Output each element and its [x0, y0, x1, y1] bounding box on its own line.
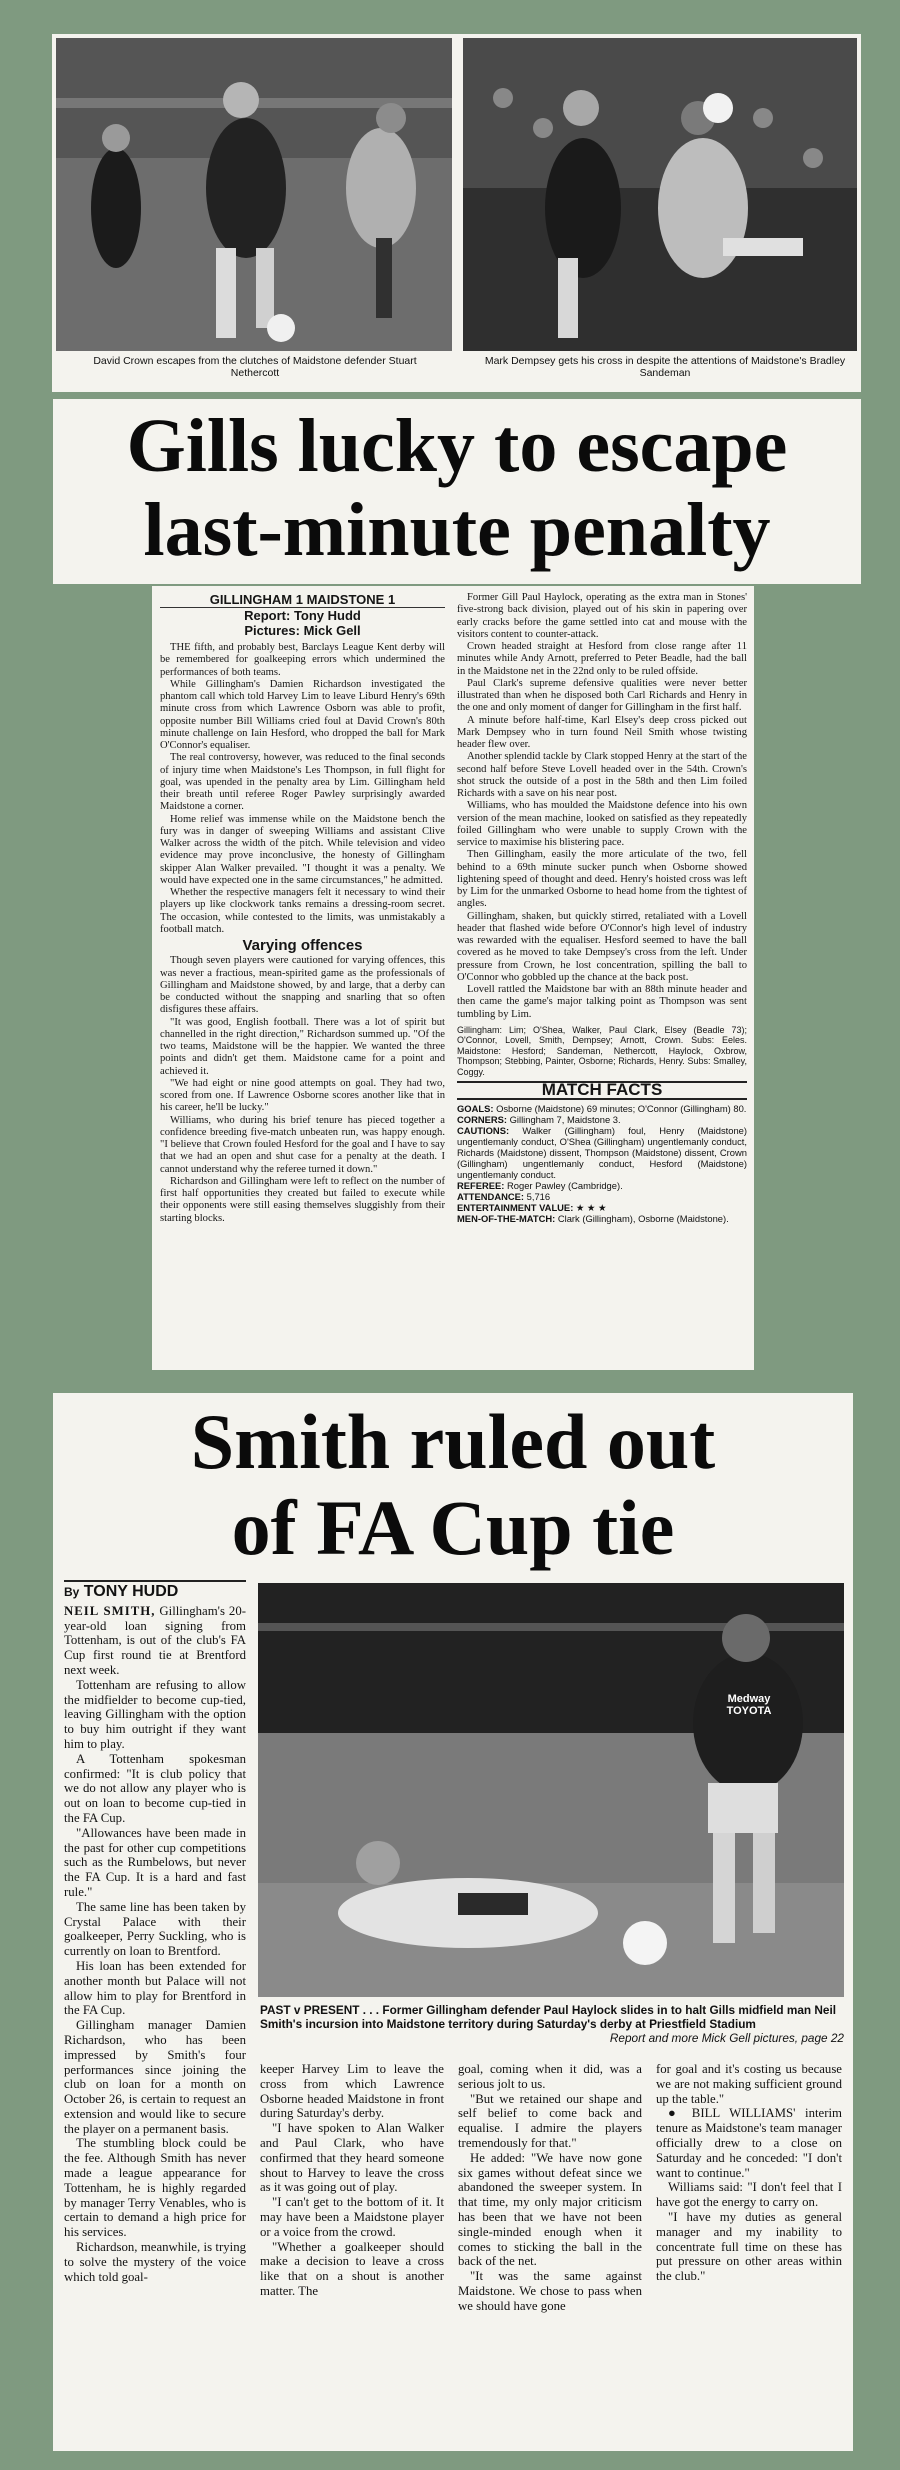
photo-caption-ref: Report and more Mick Gell pictures, page 22	[609, 2031, 844, 2045]
article2-col3	[458, 2062, 642, 2314]
match-facts	[457, 1103, 747, 1224]
byline-name: TONY HUDD	[83, 1583, 179, 1600]
a2-para: "Whether a goalkeeper should make a decision to leave a cross like that on a shout is another matter. The	[260, 2239, 444, 2298]
result-line: GILLINGHAM 1 MAIDSTONE 1	[160, 592, 445, 608]
a1-para: Williams, who has moulded the Maidstone defence into his own version of the mean machine, looked on satisfied as they repeatedly foiled Gillingham who were unable to supply Crown with the service to maximise his blistering pace.	[457, 800, 747, 848]
article1-col1	[160, 592, 445, 1225]
a1-para: Home relief was immense while on the Maidstone bench the fury was in danger of sweeping Williams and assistant Clive Walker across the width of the pitch. While television and video evidence may prove inconclusive, the honesty of Gillingham skipper Alan Walker prevailed. "I thought it was a penalty. We would have expected one in the same circumstances," he admitted.	[160, 813, 445, 886]
lead-name: NEIL SMITH,	[64, 1603, 156, 1618]
team-lineups: Gillingham: Lim; O'Shea, Walker, Paul Clark, Elsey (Beadle 73); O'Connor, Lovell, Smith, Dempsey; Arnott, Crown. Subs: Eeles. Maidstone: Hesford; Sandeman, Nethercott, Haylock, Oxbrow, Thompson; Stebbing, Painter, Osborne; Richards, Henry. Subs: Smalley, Coggy.	[457, 1024, 747, 1077]
a2-para: for goal and it's costing us because we are not making sufficient ground up the table."	[656, 2062, 842, 2106]
a2-para: goal, coming when it did, was a serious jolt to us.	[458, 2062, 642, 2091]
a1-para: Paul Clark's supreme defensive qualities were never better illustrated than when he disposed both Carl Richards and Henry in the one and only moment of danger for Gillingham in the first half.	[457, 677, 747, 714]
fact-corners: CORNERS: Gillingham 7, Maidstone 3.	[457, 1113, 621, 1125]
subhead-varying-offences: Varying offences	[242, 937, 363, 954]
a2-para: "I have my duties as general manager and my inability to concentrate full time on these has put pressure on other areas within the club."	[656, 2209, 842, 2284]
pictures-credit: Pictures: Mick Gell	[244, 623, 361, 638]
caption-right: Mark Dempsey gets his cross in despite the attentions of Maidstone's Bradley Sandeman	[484, 355, 846, 379]
match-facts-title: MATCH FACTS	[457, 1081, 747, 1099]
photo-crown-escapes	[56, 38, 452, 351]
headline1-line1: Gills lucky to escape	[126, 404, 788, 488]
a1-para: "We had eight or nine good attempts on goal. They had two, scored from one. If Lawrence Osborne scores another like that in his career, he'll be lucky."	[160, 1077, 445, 1114]
shirt-sponsor: Medway TOYOTA	[726, 1693, 772, 1717]
article2-col1	[64, 1580, 246, 2284]
a1-para: Whether the respective managers felt it necessary to wind their players up like clockwork tanks remains a dressing-room secret. The occasion, while contested to the limits, was unmistakably a football match.	[160, 887, 445, 935]
a1-para: While Gillingham's Damien Richardson investigated the phantom call which told Harvey Lim to leave Liburd Henry's 69th minute cross from which Lawrence Osborn was able to profit, opposite number Bill Williams cried foul at David Crown's 80th minute challenge on Iain Hesford, who dropped the ball for Mark O'Connor's equaliser.	[160, 678, 445, 751]
a2-para: The same line has been taken by Crystal Palace with their goalkeeper, Perry Suckling, who is currently on loan to Brentford.	[64, 1899, 246, 1959]
a1-para: Former Gill Paul Haylock, operating as the extra man in Stones' five-strong back division, played out of his skin in papering over early cracks before the game settled into cat and mouse with the visitors content to counter-attack.	[457, 592, 747, 640]
headline2-line2: of FA Cup tie	[231, 1484, 675, 1571]
a2-para: His loan has been extended for another month but Palace will not allow him to play for Brentford in the FA Cup.	[64, 1958, 246, 2018]
a2-para: He added: "We have now gone six games without defeat since we abandoned the sweeper system. In that time, my only major criticism has been that we have not been single-minded enough when it comes to sticking the ball in the back of the net.	[458, 2150, 642, 2269]
photo-caption-lead: PAST v PRESENT . . .	[260, 2003, 380, 2017]
article1-col2	[457, 592, 747, 1224]
fact-cautions: CAUTIONS: Walker (Gillingham) foul, Henry (Maidstone) ungentlemanly conduct, O'Shea (Gillingham) ungentlemanly conduct, Richards (Maidstone) dissent, Thompson (Maidstone) dissent, Crown (Gillingham) ungentlemanly conduct, Hesford (Maidstone) ungentlemanly conduct.	[457, 1124, 747, 1180]
byline: By TONY HUDD	[64, 1580, 246, 1600]
a1-para: Another splendid tackle by Clark stopped Henry at the start of the second half before Steve Lovell headed over in the 54th. Crown's shot struck the outside of a post in the 58th and then Lim foiled Richards with a save on his near post.	[457, 751, 747, 799]
caption-left: David Crown escapes from the clutches of Maidstone defender Stuart Nethercott	[93, 355, 417, 379]
a2-para: A Tottenham spokesman confirmed: "It is club policy that we do not allow any player who is out on loan to become cup-tied in the FA Cup.	[64, 1751, 246, 1825]
a2-para: keeper Harvey Lim to leave the cross from which Lawrence Osborne headed Maidstone in front during Saturday's derby.	[260, 2062, 444, 2121]
photo-haylock-tackle	[258, 1583, 844, 1997]
fact-goals: GOALS: Osborne (Maidstone) 69 minutes; O'Connor (Gillingham) 80.	[457, 1102, 747, 1114]
a2-lead	[64, 1604, 246, 1678]
photo-dempsey-cross	[463, 38, 857, 351]
a1-para: Gillingham, shaken, but quickly stirred, retaliated with a Lovell header that flashed wide before O'Connor's high level of industry was rewarded with the equaliser. Hesford seemed to have the ball covered as he moved to take Dempsey's cross from the left. Under pressure from Crown, he lost concentration, spilling the ball to O'Connor who gobbled up the chance at the back post.	[457, 910, 747, 983]
photo-caption	[260, 2003, 844, 2045]
article2-col4	[656, 2062, 842, 2284]
a1-para: "It was good, English football. There was a lot of spirit but channelled in the right direction," Richardson summed up. "Of the two teams, Maidstone will be the happier. We wanted the three points and didn't get them. Maidstone came for a point and achieved it.	[160, 1016, 445, 1077]
a2-para: Richardson, meanwhile, is trying to solve the mystery of the voice which told goal-	[64, 2240, 246, 2284]
a2-para: Tottenham are refusing to allow the midfielder to become cup-tied, leaving Gillingham with the option to buy him outright if they want him to play.	[64, 1677, 246, 1751]
report-credit: Report: Tony Hudd	[244, 608, 361, 623]
article2-col2	[260, 2062, 444, 2299]
a2-para: Gillingham manager Damien Richardson, who has been impressed by Smith's four performances since joining the club on loan for a month on October 26, is certain to request an extension and would like to secure the player on a permanent basis.	[64, 2018, 246, 2136]
a1-para: Richardson and Gillingham were left to reflect on the number of first half opportunities they created but failed to execute while their opponents were still easing themselves sluggishly from their starting blocks.	[160, 1175, 445, 1224]
a2-para: The stumbling block could be the fee. Although Smith has never made a league appearance for Tottenham, he is highly regarded by manager Terry Venables, who is certain to demand a high price for his services.	[64, 2136, 246, 2240]
a1-para: Lovell rattled the Maidstone bar with an 88th minute header and then came the game's major talking point as Thompson was sent tumbling by Lim.	[457, 984, 747, 1020]
a1-para: Crown headed straight at Hesford from close range after 11 minutes while Andy Arnott, preferred to Peter Beadle, had the ball in the Maidstone net in the 22nd only to be ruled offside.	[457, 641, 747, 677]
fact-attendance: ATTENDANCE: 5,716	[457, 1190, 551, 1202]
headline1-line2: last-minute penalty	[143, 488, 771, 572]
a1-para: A minute before half-time, Karl Elsey's deep cross picked out Mark Dempsey who in turn found Neil Smith whose twisting header flew over.	[457, 714, 747, 750]
photo-caption-text: Former Gillingham defender Paul Haylock slides in to halt Gills midfield man Neil Smith's incursion into Maidstone territory during Saturday's derby at Priestfield Stadium	[260, 2003, 837, 2031]
a2-para: "Allowances have been made in the past for other cup competitions such as the Rumbelows, but never the FA Cup. It is a hard and fast rule."	[64, 1825, 246, 1899]
a2-para: "I have spoken to Alan Walker and Paul Clark, who have confirmed that they heard someone shout to Harvey to leave the cross as it was going out of play.	[260, 2121, 444, 2195]
fact-entertainment: ENTERTAINMENT VALUE: ★ ★ ★	[457, 1201, 607, 1213]
fact-men-of-match: MEN-OF-THE-MATCH: Clark (Gillingham), Osborne (Maidstone).	[457, 1212, 729, 1224]
headline2-line1: Smith ruled out	[190, 1398, 716, 1485]
a1-para: Though seven players were cautioned for varying offences, this was never a fractious, mean-spirited game as the professionals of Gillingham and Maidstone showed, by and large, that a derby can be conducted without the snapping and snarling that so often disfigures these affairs.	[160, 955, 445, 1016]
a2-para: "But we retained our shape and self belief to come back and equalise. I admire the players tremendously for that."	[458, 2091, 642, 2150]
fact-referee: REFEREE: Roger Pawley (Cambridge).	[457, 1179, 623, 1191]
a1-para: THE fifth, and probably best, Barclays League Kent derby will be remembered for goalkeeping errors which undermined the performances of both teams.	[160, 642, 445, 678]
a1-para: The real controversy, however, was reduced to the final seconds of injury time when Maidstone's Les Thompson, in full flight for goal, was upended in the penalty area by Lim. Gillingham held their breath until referee Roger Pawley surprisingly awarded Maidstone a corner.	[160, 752, 445, 813]
a2-para: ● BILL WILLIAMS' interim tenure as Maidstone's team manager officially drew to a close on Saturday and he conceded: "I don't want to continue."	[656, 2106, 842, 2180]
a2-para: "I can't get to the bottom of it. It may have been a Maidstone player or a voice from the crowd.	[260, 2195, 444, 2239]
a1-para: Williams, who during his brief tenure has pieced together a confidence breeding five-match unbeaten run, was happy enough. "I believe that Crown fouled Hesford for the goal and I have to say that we had an open and shut case for a penalty at the death. I cannot understand why the referee turned it down."	[160, 1114, 445, 1175]
a1-para: Then Gillingham, easily the more articulate of the two, fell behind to a 69th minute sucker punch when Osborne showed lightening speed of thought and deed. Henry's hoisted cross was left by Lim for the unmarked Osborne to head home from the tightest of angles.	[457, 849, 747, 910]
lead-text: Gillingham's 20-year-old loan signing from Tottenham, is out of the club's FA Cup first round tie at Brentford next week.	[64, 1603, 246, 1677]
a2-para: "It was the same against Maidstone. We chose to pass when we should have gone	[458, 2269, 642, 2313]
a2-para: Williams said: "I don't feel that I have got the energy to carry on.	[656, 2180, 842, 2210]
